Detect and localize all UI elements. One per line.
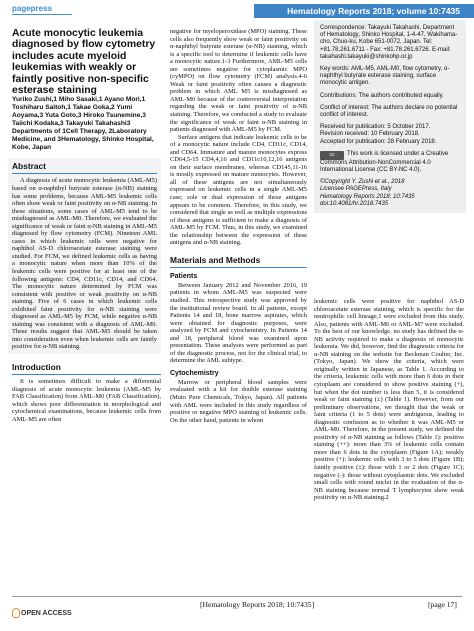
cytochemistry-heading: Cytochemistry [170, 369, 219, 377]
license-text: This work is licensed under a Creative Commons Attribution-NonCommercial 4.0 International License (CC BY-NC 4.0). [320, 150, 449, 174]
patients-heading: Patients [170, 272, 198, 280]
methods-continued-text: leukemic cells were positive for naphthol AS-D chloroacetate esterase staining, which is specific for the neutrophilic cell lineage,1 were excluded from this study. Also, patients with AML-M6 or AML-M7 were excluded. To the best of our knowledge, no study has defined the α-NB activity required to make a diagnosis of monocytic leukemia. We did, however, find the diagnostic criteria for α-NB staining on the website for Beckman Coulter, Inc. (Tokyo, Japan). We show the criteria, which were originally written in Japanese, as Table 1. According to the criteria, leukemic cells with more than 6 dots in their cytoplasm are considered to show positive staining (+), but when the dot number is less than 5, it is considered weak or faint staining (±) (Table 1). However, from our preliminary observations, we thought that the weak or faint criteria (1 to 5 dots) were ambiguous, leading to diagnostic confusion as to whether it was AML-M5 or AML-M0. Therefore, in the present study, we defined the positivity of α-NB staining as follows (Table 1): positive staining (++): more than 3% of leukemic cells contain more than 6 dots in the cytoplasm (Figure 1A); weakly positive (+): leukemic cells with 3 to 5 dots (Figure 1B); faintly positive (±): those with 1 or 2 dots (Figure 1C); negative (-): those without cytoplasmic dots. We excluded small cells with round nuclei in the evaluation of the α-NB staining because normal T lymphocytes show weak positivity on α-NB staining.2 [314, 298, 464, 502]
keywords: Key words: AML-M5, AML-M0, flow cytometry, α-naphthyl butyrate esterase staining, surface monocytic antigen. [320, 66, 450, 87]
methods-heading: Materials and Methods [170, 255, 307, 268]
citation: Hematology Reports 2018; 10:7435 [320, 193, 415, 200]
surface-antigen-text: Surface antigens that indicate leukemic cells to be of a monocytic nature include CD4, CD11c, CD14, and CD64. Immature and mature monocytes express CD64,5-15 CD4,4,16 and CD11c10,12,16 antigens on their surface membranes, whereas CD145,11-16 is mostly expressed on mature monocytes. However, all of these antigens are not simultaneously expressed on leukemic cells in a single AML-M5 case; sole or dual expression of these antigens appears to be common. Therefore, in this study, we considered that single as well as multiple expressions of these antigens is sufficient to make a diagnosis of AML-M5 by FCM. Thus, in this study, we examined the relationship between the expression of these antigens and α-NB staining. [170, 133, 307, 247]
footer-citation: [Hematology Reports 2018; 10:7435] [200, 600, 315, 609]
logo-underline [12, 14, 72, 15]
article-info-box [314, 20, 466, 213]
journal-banner: Hematology Reports 2018; volume 10:7435 [254, 4, 474, 18]
article-title: Acute monocytic leukemia diagnosed by flow cytometry includes acute myeloid leukemias with weakly or faintly positive non-specific esterase staining [12, 28, 156, 97]
footer-divider [12, 596, 462, 597]
introduction-heading: Introduction [12, 362, 161, 375]
publisher-logo: pagepress [12, 4, 53, 13]
abstract-text: A diagnosis of acute monocytic leukemia (AML-M5) based on α-naphthyl butyrate esterase (α-NB) staining has some problems, because AML-M5 leukemic cells often show weak or faint positivity on α-NB staining. In these situations, some cases of AML-M5 tend to be misdiagnosed as AML-M0. Therefore, we evaluated the significance of weak or faint α-NB staining in AML-M5 diagnosed by flow cytometry (FCM). Nineteen AML cases in which leukemic cells were negative for naphthol AS-D chloroacetate esterase staining were studied. For FCM, we defined leukemic cells as having a monocytic nature when more than 10% of the leukemic cells were positive for at least one of the following antigens: CD4, CD11c, CD14, and CD64. The monocytic nature determined by FCM was consistent with positive or weak positivity on α-NB staining. Five of 6 cases in which leukemic cells exhibited faint positivity for α-NB staining were diagnosed as AML-M5 by FCM, while negative α-NB staining was consistent with a diagnosis of AML-M0. These results suggest that AML-M5 should be taken into consideration even when leukemic cells are faintly positive for α-NB staining. [12, 177, 157, 351]
open-access-label: OPEN ACCESS [21, 609, 72, 617]
revision-date: Revision received: 10 February 2018. [320, 131, 420, 138]
page-number: [page 17] [428, 600, 457, 609]
doi-link[interactable]: doi:10.4081/hr.2018.7435 [320, 200, 389, 207]
column-right-text [314, 298, 464, 502]
accepted-date: Accepted for publication: 28 February 2018. [320, 138, 437, 145]
author-list: Yuriko Zushi,1 Miho Sasaki,1 Ayano Mori,1 Toshiharu Saitoh,1 Takae Goka,2 Yumi Aoyama,3 Yuta Goto,3 Hiroko Tsunemine,3 Taiichi Kodaka,3 Takayuki Takahashi3 [12, 96, 146, 128]
introduction-text: It is sometimes difficult to make a differential diagnosis of acute monocytic leukemia (AML-M5 by FAB Classification) from AML-M0 (FAB Classification), which shows poor differentiation in morphological and cytochemical examinations, because leukemic cells from AML-M5 are often [12, 378, 161, 423]
abstract-heading: Abstract [12, 161, 157, 174]
license-statement [320, 151, 460, 174]
correspondence: Correspondence: Takayuki Takahashi, Department of Hematology, Shinko Hospital, 1-4-47, Wakihama-cho, Chuo-ku, Kobe 651-0072, Japan. Tel: +81.78.261.6711 - Fax: +81.78.261.6726. E-mail: takahashi.takayuki@shinkohp.or.jp [320, 25, 458, 60]
abstract-section [8, 158, 161, 354]
contributions: Contributions: The authors contributed equally. [320, 92, 444, 99]
conflict-of-interest: Conflict of interest: The authors declare no potential conflict of interest. [320, 104, 458, 119]
column-middle [170, 28, 307, 424]
copyright: ©Copyright Y. Zushi et al., 2018 [320, 179, 405, 186]
licensee: Licensee PAGEPress, Italy [320, 186, 392, 193]
creative-commons-icon: cc [320, 151, 344, 160]
affiliations: Departments of 1Cell Therapy, 2Laboratory Medicine, and 3Hematology, Shinko Hospital, Kobe, Japan [12, 128, 154, 152]
open-access-badge [12, 608, 72, 618]
patients-text: Between January 2012 and November 2016, 19 patients in whom AML-M5 was suspected were studied. This retrospective study was approved by the institutional review board. In all patients, except Patients 14 and 18, bone marrow aspirates, which were obtained for diagnostic purposes, were analyzed by FCM and cytochemistry. In Patients 14 and 18, peripheral blood was examined upon presentation. These analyses were performed as part of the diagnostic process, not for the clinical trial, to determine the AML subtype. [170, 281, 307, 365]
cytochemistry-text: Marrow or peripheral blood samples were evaluated with a kit for double esterase staining (Muto Pure Chemicals, Tokyo, Japan). All patients with AML were included in this study regardless of positive or negative MPO staining of leukemic cells. On the other hand, patients in whom [170, 378, 307, 424]
column-left [12, 28, 161, 423]
intro-continued-text: negative for myeloperoxidase (MPO) staining. These cells also frequently show weak or faint positivity on α-naphthyl butyrate esterase (α-NB) staining, which is a specific tool to determine if leukemic cells have a monocytic nature.1-3 Furthermore, AML-M5 cells are sometimes negative for cytoplasmic MPO (cyMPO) on flow cytometry (FCM) analysis.4-6 Weak or faint positivity often causes a diagnostic problem in which AML M5 is misdiagnosed as AML-M0 because of the controversial interpretation regarding the weak or faint positivity of α-NB staining. Therefore, we conducted a study to evaluate the significance of weak or faint α-NB staining in patients diagnosed with AML-M5 by FCM. [170, 28, 307, 134]
open-access-lock-icon [12, 608, 20, 618]
received-date: Received for publication: 5 October 2017. [320, 124, 431, 131]
